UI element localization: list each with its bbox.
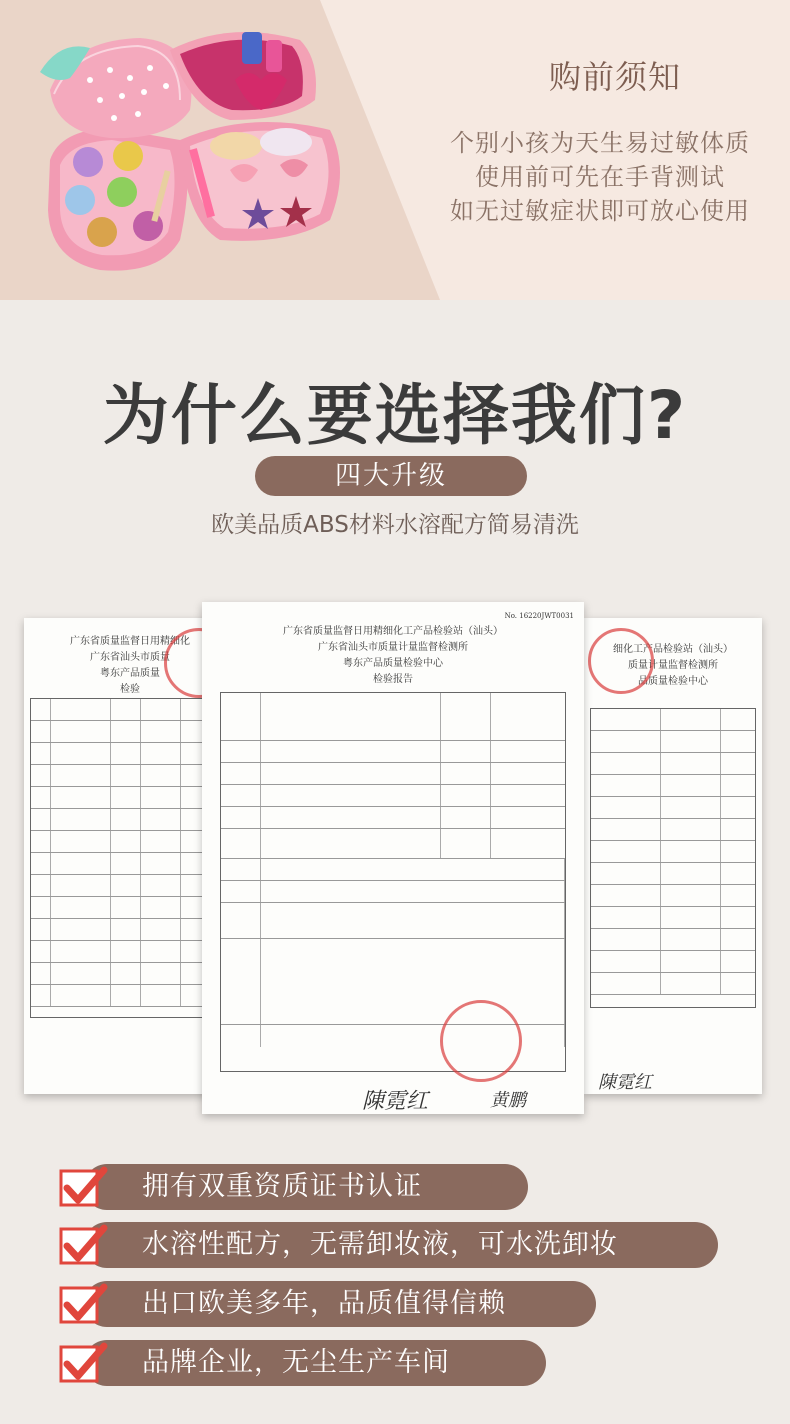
cert-right-header-2: 质量计量监督检测所 <box>628 660 718 671</box>
table-row <box>591 929 755 951</box>
cert-right-header-1: 细化工产品检验站（汕头） <box>613 644 733 655</box>
table-row <box>221 859 565 881</box>
table-row <box>591 731 755 753</box>
checkmark-icon <box>58 1224 108 1268</box>
table-row <box>591 863 755 885</box>
cert-left-header-2: 广东省汕头市质量 <box>90 652 170 663</box>
table-row <box>221 939 565 1025</box>
cert-right-signature: 陳霓红 <box>598 1072 652 1093</box>
official-stamp <box>440 1000 522 1082</box>
table-row <box>591 753 755 775</box>
makeup-kit-image <box>30 20 360 280</box>
checkmark-icon <box>58 1342 108 1386</box>
official-stamp <box>588 628 654 694</box>
table-row <box>591 819 755 841</box>
cert-center-header-3: 粤东产品质量检验中心 <box>343 658 443 669</box>
table-row <box>221 807 565 829</box>
table-row <box>31 875 229 897</box>
table-row <box>591 841 755 863</box>
upgrade-badge: 四大升级 <box>255 456 527 496</box>
table-row <box>31 941 229 963</box>
table-row <box>221 741 565 763</box>
table-row <box>31 853 229 875</box>
notice-banner <box>0 0 790 300</box>
table-row <box>591 907 755 929</box>
table-row <box>31 699 229 721</box>
feature-item-4: 品牌企业，无尘生产车间 <box>84 1340 546 1386</box>
section-headline: 为什么要选择我们? <box>102 377 688 454</box>
checkmark-icon <box>58 1283 108 1327</box>
table-row <box>591 885 755 907</box>
table-row <box>221 829 565 859</box>
cert-center-header-2: 广东省汕头市质量计量监督检测所 <box>318 642 468 653</box>
cert-center-table <box>220 692 566 1072</box>
table-row <box>591 775 755 797</box>
table-row <box>31 897 229 919</box>
table-row <box>31 721 229 743</box>
table-row <box>591 709 755 731</box>
table-row <box>221 785 565 807</box>
table-row <box>221 881 565 903</box>
table-row <box>591 797 755 819</box>
table-row <box>221 903 565 939</box>
notice-line-1: 个别小孩为天生易过敏体质 <box>450 129 750 157</box>
notice-line-2: 使用前可先在手背测试 <box>475 163 725 191</box>
table-row <box>31 831 229 853</box>
notice-text <box>430 126 770 228</box>
checkmark-icon <box>58 1166 108 1210</box>
cert-center-signature-2: 黄鹏 <box>490 1090 526 1111</box>
cert-left-header-1: 广东省质量监督日用精细化 <box>70 636 190 647</box>
table-row <box>221 693 565 741</box>
table-row <box>31 743 229 765</box>
feature-item-2: 水溶性配方，无需卸妆液，可水洗卸妆 <box>84 1222 718 1268</box>
cert-center-header-1: 广东省质量监督日用精细化工产品检验站（汕头） <box>283 626 503 637</box>
section-subtitle: 欧美品质ABS材料水溶配方简易清洗 <box>211 512 579 538</box>
cert-left-header-3: 粤东产品质量 <box>100 668 160 679</box>
cert-center-signature: 陳霓红 <box>362 1089 429 1114</box>
notice-line-3: 如无过敏症状即可放心使用 <box>450 197 750 225</box>
cert-right-header-3: 品质量检验中心 <box>638 676 708 687</box>
table-row <box>591 951 755 973</box>
table-row <box>31 787 229 809</box>
report-number: No. 16220JWT0031 <box>504 612 574 620</box>
table-row <box>31 809 229 831</box>
table-row <box>31 963 229 985</box>
table-row <box>31 985 229 1007</box>
feature-item-3: 出口欧美多年，品质值得信赖 <box>84 1281 596 1327</box>
notice-title: 购前须知 <box>548 58 681 96</box>
cert-center-header-4: 检验报告 <box>373 674 413 685</box>
table-row <box>31 919 229 941</box>
cert-left-table <box>30 698 230 1018</box>
table-row <box>221 763 565 785</box>
certificate-center <box>202 602 584 1114</box>
cert-right-table <box>590 708 756 1008</box>
table-row <box>31 765 229 787</box>
cert-left-header-4: 检验 <box>120 684 140 695</box>
table-row <box>591 973 755 995</box>
feature-item-1: 拥有双重资质证书认证 <box>84 1164 528 1210</box>
certificate-right <box>584 618 762 1094</box>
